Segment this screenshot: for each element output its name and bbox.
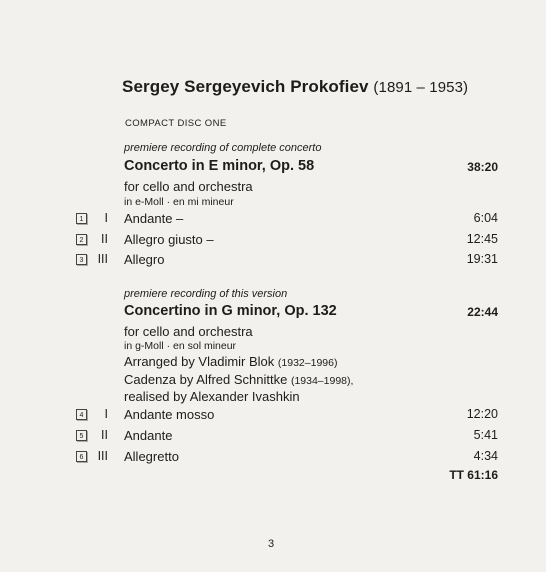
movement-title: Allegretto [124, 449, 179, 464]
track-number-box: 6 [76, 451, 87, 462]
arranger-dates: (1932–1996) [277, 357, 338, 369]
movement-duration: 4:34 [473, 449, 498, 463]
movement-roman: I [104, 407, 108, 421]
work2-arranger [124, 354, 337, 369]
composer-name: Sergey Sergeyevich Prokofiev [122, 77, 369, 96]
movement-title: Allegro [124, 252, 165, 267]
work1-note: premiere recording of complete concerto [124, 142, 322, 154]
total-time: TT 61:16 [449, 468, 498, 482]
work1-duration: 38:20 [467, 160, 498, 174]
work2-key: in g-Moll · en sol mineur [124, 340, 237, 352]
movement-duration: 6:04 [473, 211, 498, 225]
track-number-box: 2 [76, 234, 87, 245]
track-number-box: 5 [76, 430, 87, 441]
movement-duration: 5:41 [473, 428, 498, 442]
movement-duration: 12:45 [466, 232, 498, 246]
work1-key: in e-Moll · en mi mineur [124, 196, 234, 208]
movement-duration: 12:20 [466, 407, 498, 421]
work1-title: Concerto in E minor, Op. 58 [124, 158, 315, 174]
movement-title: Allegro giusto – [124, 232, 214, 247]
composer-heading [122, 77, 468, 97]
movement-roman: II [101, 428, 108, 442]
movement-roman: III [97, 449, 108, 463]
page-number: 3 [268, 538, 275, 550]
track-number-box: 4 [76, 409, 87, 420]
movement-roman: II [101, 232, 108, 246]
work2-realised: realised by Alexander Ivashkin [124, 389, 300, 404]
composer-dates: (1891 – 1953) [373, 79, 469, 96]
cadenza-text: Cadenza by Alfred Schnittke [124, 372, 288, 387]
track-number-box: 3 [76, 254, 87, 265]
disc-label: COMPACT DISC ONE [125, 118, 227, 129]
arranger-text: Arranged by Vladimir Blok [124, 354, 275, 369]
work2-duration: 22:44 [467, 305, 498, 319]
movement-roman: III [97, 252, 108, 266]
movement-duration: 19:31 [466, 252, 498, 266]
movement-roman: I [104, 211, 108, 225]
movement-title: Andante [124, 428, 173, 443]
movement-title: Andante – [124, 211, 184, 226]
work1-scoring: for cello and orchestra [124, 179, 253, 194]
track-number-box: 1 [76, 213, 87, 224]
work2-title: Concertino in G minor, Op. 132 [124, 303, 337, 319]
movement-title: Andante mosso [124, 407, 215, 422]
work2-scoring: for cello and orchestra [124, 324, 253, 339]
cadenza-dates: (1934–1998), [290, 375, 354, 387]
work2-cadenza [124, 372, 353, 387]
work2-note: premiere recording of this version [124, 288, 288, 300]
